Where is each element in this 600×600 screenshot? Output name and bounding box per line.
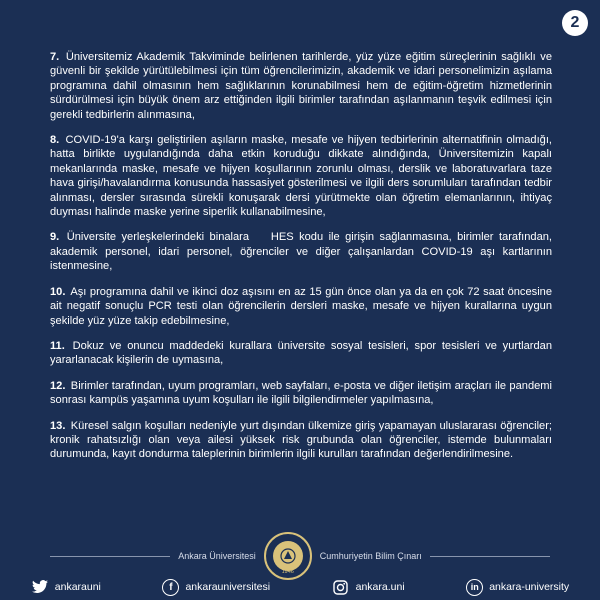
social-facebook[interactable] (162, 579, 270, 596)
social-instagram[interactable] (332, 578, 405, 596)
divider-left (50, 556, 170, 557)
page-number-badge: 2 (562, 10, 588, 36)
instagram-handle: ankara.uni (355, 581, 405, 593)
university-name: Ankara Üniversitesi (178, 551, 256, 561)
social-links (0, 574, 600, 600)
paragraph-7: 7. Üniversitemiz Akademik Takviminde belirlenen tarihlerde, yüz yüze eğitim süreçlerinin sağlıklı ve güvenli bir şekilde yürütülebilmesi için tüm öğrencilerimizin, akademik ve idari personelimizin aşılama programına dahil olmasının hem sağlıklarının korunabilmesi hem de eğitim-öğretim hizmetlerinin sürdürülmesi için büyük önem arz ettiğinden ilgili birimler tarafından aşılanmanın teşvik edilmesi için gerekli tedbirlerin alınmasına, (50, 51, 552, 121)
linkedin-handle: ankara-university (489, 581, 570, 593)
university-motto: Cumhuriyetin Bilim Çınarı (319, 551, 422, 561)
linkedin-icon: in (466, 579, 483, 596)
paragraph-13: 13. Küresel salgın koşulları nedeniyle yurt dışından ülkemize giriş yapamayan uluslararası öğrenciler; kronik rahatsızlığı olan veya ailesi yüksek risk grubunda olan öğrenciler, istemde bulunmaları durumunda, kayıt dondurma taleplerinin birimlerin ilgili kurulları tarafından değerlendirilmesine. (50, 419, 552, 461)
document-body (50, 50, 556, 473)
facebook-icon: f (162, 579, 179, 596)
paragraph-8: 8. COVID-19'a karşı geliştirilen aşıların maske, mesafe ve hijyen tedbirlerinin alternatifinin olmadığı, hatta birlikte uygulandığında daha etkin koruduğu dikkate alındığında, Üniversitemizin kapalı mekanlarında maske, mesafe ve hijyen koşullarının zorunlu olması, derslik ve laboratuvarlara taze hava girişi/havalandırma konusunda hassasiyet gösterilmesi ve ilgili ders sorumluları tarafından tedbir alınması, dersler sırasında sürekli konuşarak dersi yürütmekte olan öğretim elemanlarının, ihtiyaç duyması halinde maske yerine siperlik kullanabilmesine, (50, 134, 552, 219)
paragraph-10: 10. Aşı programına dahil ve ikinci doz aşısını en az 15 gün önce olan ya da en çok 72 saat öncesine ait negatif sonuçlu PCR testi olan öğrencilerin dersleri maske, mesafe ve hijyen kurallarına uygun şekilde yüz yüze takip edebilmesine, (50, 285, 552, 327)
instagram-icon (332, 578, 350, 596)
paragraph-12: 12. Birimler tarafından, uyum programları, web sayfaları, e-posta ve diğer iletişim araçları ile pandemi sonrası kampüs yaşamına uyum koşulları ile ilgili bilgilendirmeler yapılmasına, (50, 379, 552, 407)
twitter-handle: ankarauni (54, 581, 101, 593)
seal-emblem (273, 541, 303, 571)
facebook-handle: ankarauniversitesi (185, 581, 271, 593)
social-twitter[interactable] (31, 578, 101, 596)
seal-year: 1946 (281, 569, 294, 575)
divider-right (430, 556, 550, 557)
social-linkedin[interactable] (466, 579, 569, 596)
twitter-icon (31, 578, 49, 596)
paragraph-9: 9. Üniversite yerleşkelerindeki binalara HES kodu ile girişin sağlanmasına, birimler tarafından, akademik personel, idari personel, öğrenciler ve diğer çalışanlardan COVID-19 aşı kartlarının istenmesine, (50, 231, 556, 273)
paragraph-11: 11. Dokuz ve onuncu maddedeki kurallara üniversite sosyal tesisleri, spor tesisleri ve yurtlardan yararlanacak kişilerin de uymasına, (50, 339, 552, 367)
university-seal-icon (264, 532, 312, 580)
